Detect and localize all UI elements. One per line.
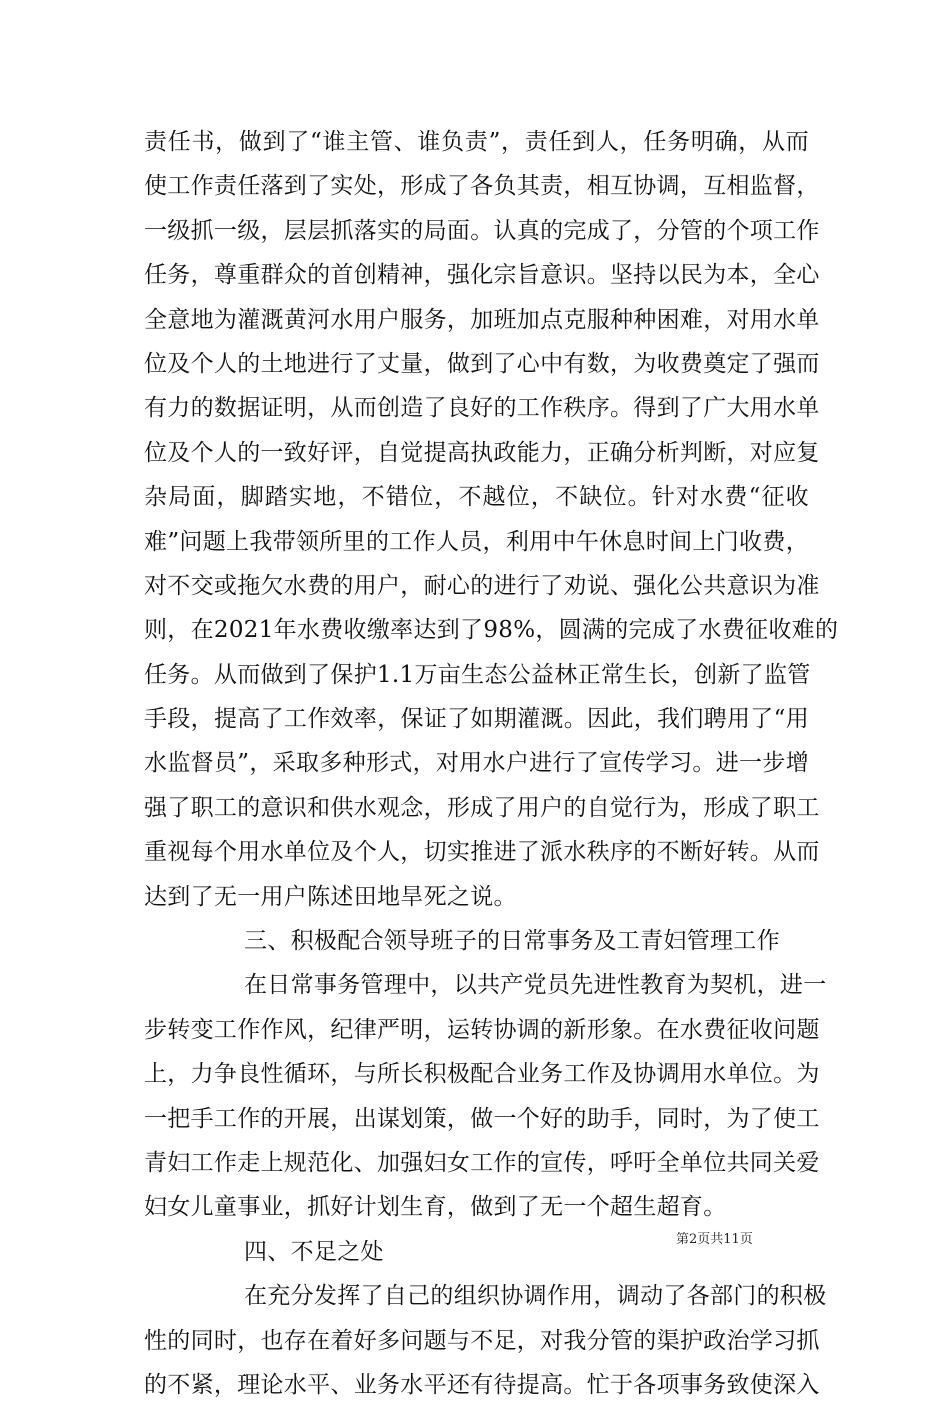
document-body bbox=[144, 120, 839, 1407]
section-heading: 三、积极配合领导班子的日常事务及工青妇管理工作 bbox=[244, 928, 780, 955]
body-line: 青妇工作走上规范化、加强妇女工作的宣传，呼吁全单位共同关爱 bbox=[144, 1149, 820, 1176]
body-line: 手段，提高了工作效率，保证了如期灌溉。因此，我们聘用了“用 bbox=[144, 706, 809, 733]
body-line: 使工作责任落到了实处，形成了各负其责，相互协调，互相监督， bbox=[144, 173, 820, 200]
body-line: 性的同时，也存在着好多问题与不足，对我分管的渠护政治学习抓 bbox=[144, 1327, 820, 1354]
body-line: 责任书，做到了“谁主管、谁负责”，责任到人，任务明确，从而 bbox=[144, 129, 809, 155]
body-line: 任务。从而做到了保护1.1万亩生态公益林正常生长，创新了监管 bbox=[144, 661, 811, 688]
body-line: 位及个人的一致好评，自觉提高执政能力，正确分析判断，对应复 bbox=[144, 439, 820, 466]
body-line: 则，在2021年水费收缴率达到了98%，圆满的完成了水费征收难的 bbox=[144, 617, 839, 644]
section-heading: 四、不足之处 bbox=[244, 1238, 384, 1265]
body-line: 全意地为灌溉黄河水用户服务，加班加点克服种种困难，对用水单 bbox=[144, 306, 820, 333]
page-number: 第2页共11页 bbox=[676, 1232, 753, 1247]
body-line: 位及个人的土地进行了丈量，做到了心中有数，为收费奠定了强而 bbox=[144, 350, 820, 377]
body-line: 杂局面，脚踏实地，不错位，不越位，不缺位。针对水费“征收 bbox=[144, 484, 809, 511]
body-line: 任务，尊重群众的首创精神，强化宗旨意识。坚持以民为本，全心 bbox=[144, 262, 820, 289]
body-line: 步转变工作作风，纪律严明，运转协调的新形象。在水费征收问题 bbox=[144, 1016, 820, 1043]
body-line: 重视每个用水单位及个人，切实推进了派水秩序的不断好转。从而 bbox=[144, 839, 820, 866]
body-line: 一级抓一级，层层抓落实的局面。认真的完成了，分管的个项工作 bbox=[144, 217, 820, 244]
body-line: 在日常事务管理中，以共产党员先进性教育为契机，进一 bbox=[244, 972, 827, 999]
body-line: 的不紧，理论水平、业务水平还有待提高。忙于各项事务致使深入 bbox=[144, 1371, 820, 1398]
body-line: 在充分发挥了自己的组织协调作用，调动了各部门的积极 bbox=[244, 1283, 827, 1310]
body-line: 一把手工作的开展，出谋划策，做一个好的助手，同时，为了使工 bbox=[144, 1105, 820, 1132]
body-line: 妇女儿童事业，抓好计划生育，做到了无一个超生超育。 bbox=[144, 1194, 727, 1221]
body-line: 难”问题上我带领所里的工作人员，利用中午休息时间上门收费， bbox=[144, 528, 809, 555]
body-line: 强了职工的意识和供水观念，形成了用户的自觉行为，形成了职工 bbox=[144, 794, 820, 821]
body-line: 有力的数据证明，从而创造了良好的工作秩序。得到了广大用水单 bbox=[144, 395, 820, 422]
body-line: 水监督员”，采取多种形式，对用水户进行了宣传学习。进一步增 bbox=[144, 750, 809, 777]
body-line: 达到了无一用户陈述田地旱死之说。 bbox=[144, 883, 517, 910]
body-line: 上，力争良性循环，与所长积极配合业务工作及协调用水单位。为 bbox=[144, 1061, 820, 1088]
body-line: 对不交或拖欠水费的用户，耐心的进行了劝说、强化公共意识为准 bbox=[144, 572, 820, 599]
